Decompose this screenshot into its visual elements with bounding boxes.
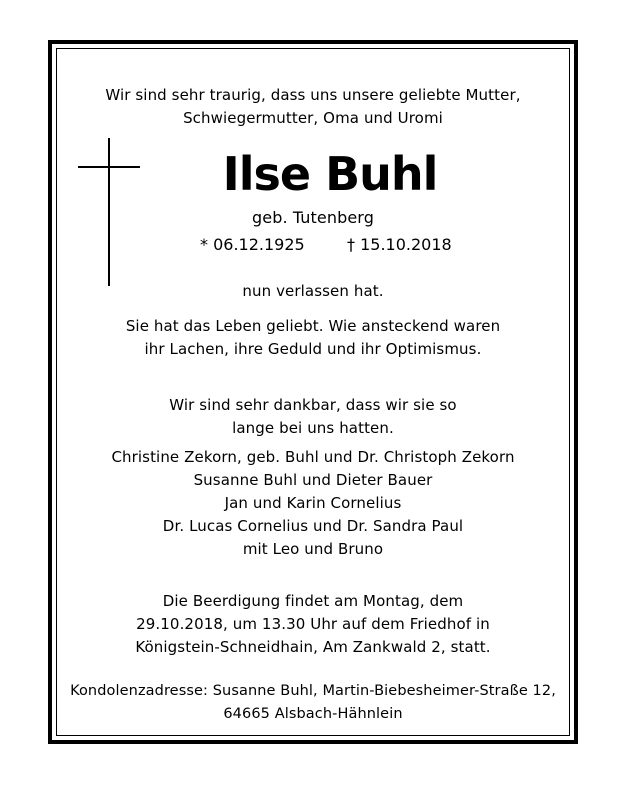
family-member: Dr. Lucas Cornelius und Dr. Sandra Paul xyxy=(162,517,464,535)
family-member: mit Leo und Bruno xyxy=(242,540,384,558)
funeral-line: Die Beerdigung findet am Montag, dem xyxy=(162,592,464,610)
intro-line: Wir sind sehr traurig, dass uns unsere geliebte Mutter, xyxy=(105,86,521,104)
tribute-line: ihr Lachen, ihre Geduld und ihr Optimismus. xyxy=(144,340,482,358)
family-member: Jan und Karin Cornelius xyxy=(224,494,402,512)
family-member: Christine Zekorn, geb. Buhl und Dr. Christoph Zekorn xyxy=(111,448,515,466)
condolence-line: Kondolenzadresse: Susanne Buhl, Martin-Biebesheimer-Straße 12, xyxy=(70,683,556,699)
deceased-name: Ilse Buhl xyxy=(222,147,438,201)
maiden-name: geb. Tutenberg xyxy=(252,208,374,227)
funeral-notice xyxy=(56,590,570,659)
intro-text xyxy=(56,84,570,130)
death-date: † 15.10.2018 xyxy=(347,235,452,254)
gratitude-text xyxy=(56,394,570,440)
closing-line: nun verlassen hat. xyxy=(242,282,384,300)
intro-line: Schwiegermutter, Oma und Uromi xyxy=(183,109,443,127)
condolence-address xyxy=(56,680,570,726)
gratitude-line: lange bei uns hatten. xyxy=(232,419,394,437)
birth-date: * 06.12.1925 xyxy=(200,235,305,254)
gratitude-line: Wir sind sehr dankbar, dass wir sie so xyxy=(169,396,457,414)
tribute-text xyxy=(56,315,570,361)
tribute-line: Sie hat das Leben geliebt. Wie ansteckend waren xyxy=(125,317,501,335)
family-list xyxy=(56,446,570,561)
family-member: Susanne Buhl und Dieter Bauer xyxy=(193,471,433,489)
funeral-line: Königstein-Schneidhain, Am Zankwald 2, statt. xyxy=(135,638,491,656)
funeral-line: 29.10.2018, um 13.30 Uhr auf dem Friedhof in xyxy=(136,615,490,633)
condolence-line: 64665 Alsbach-Hähnlein xyxy=(223,706,403,722)
